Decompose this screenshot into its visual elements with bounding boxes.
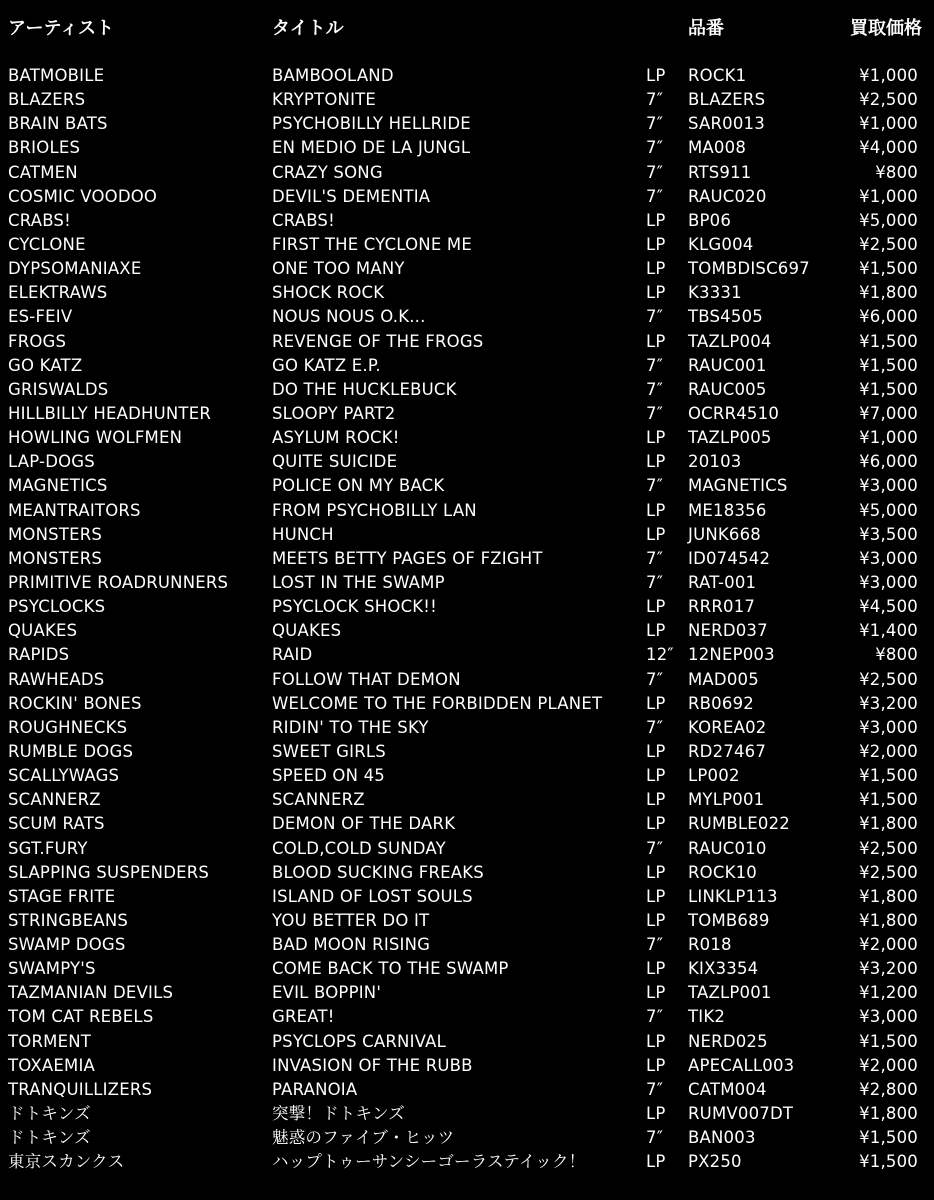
catalog-number-cell: CATM004 xyxy=(688,1079,767,1099)
title-cell: SWEET GIRLS xyxy=(272,741,386,761)
title-cell: RAID xyxy=(272,645,313,665)
buy-price-cell: ¥3,500 xyxy=(859,524,918,544)
buy-price-column-header: 買取価格 xyxy=(850,18,922,39)
artist-cell: ROCKIN' BONES xyxy=(8,693,142,713)
buy-price-cell: ¥3,200 xyxy=(859,959,918,979)
format-cell: LP xyxy=(646,597,666,617)
catalog-number-cell: SAR0013 xyxy=(688,114,765,134)
table-row xyxy=(0,209,934,233)
artist-cell: RUMBLE DOGS xyxy=(8,741,134,761)
table-row xyxy=(0,692,934,716)
artist-cell: CRABS! xyxy=(8,210,71,230)
format-cell: 7″ xyxy=(646,572,664,592)
catalog-number-cell: MA008 xyxy=(688,138,747,158)
table-row xyxy=(0,716,934,740)
artist-cell: TOXAEMIA xyxy=(8,1055,96,1075)
artist-cell: BATMOBILE xyxy=(8,66,105,85)
buy-price-cell: ¥1,500 xyxy=(859,379,918,399)
title-cell: CRAZY SONG xyxy=(272,162,383,182)
catalog-number-cell: RAUC010 xyxy=(688,838,767,858)
buy-price-cell: ¥800 xyxy=(875,162,918,182)
table-row xyxy=(0,1078,934,1102)
catalog-number-cell: NERD025 xyxy=(688,1031,768,1051)
artist-cell: TAZMANIAN DEVILS xyxy=(8,983,174,1003)
artist-cell: LAP-DOGS xyxy=(8,452,95,472)
table-row xyxy=(0,957,934,981)
table-row xyxy=(0,740,934,764)
table-row xyxy=(0,112,934,136)
title-cell: ONE TOO MANY xyxy=(272,259,405,279)
catalog-number-cell: NERD037 xyxy=(688,621,768,641)
catalog-number-cell: TOMBDISC697 xyxy=(688,259,810,279)
table-row xyxy=(0,330,934,354)
table-row xyxy=(0,450,934,474)
catalog-number-cell: BLAZERS xyxy=(688,90,766,110)
buy-price-cell: ¥1,400 xyxy=(859,621,918,641)
artist-cell: BRIOLES xyxy=(8,138,81,158)
catalog-number-cell: MYLP001 xyxy=(688,790,765,810)
catalog-number-cell: 12NEP003 xyxy=(688,645,775,665)
table-row xyxy=(0,788,934,812)
catalog-number-cell: RD27467 xyxy=(688,741,767,761)
format-cell: 7″ xyxy=(646,307,664,327)
table-row xyxy=(0,426,934,450)
artist-cell: MAGNETICS xyxy=(8,476,108,496)
format-cell: LP xyxy=(646,621,666,641)
format-cell: LP xyxy=(646,693,666,713)
buy-price-cell: ¥1,500 xyxy=(859,790,918,810)
column-header-row xyxy=(0,10,934,44)
table-row xyxy=(0,499,934,523)
table-row xyxy=(0,909,934,933)
catalog-number-cell: TAZLP001 xyxy=(688,983,772,1003)
title-cell: EN MEDIO DE LA JUNGL xyxy=(272,138,471,158)
buy-price-cell: ¥1,500 xyxy=(859,1128,918,1148)
table-row xyxy=(0,595,934,619)
catalog-number-cell: LP002 xyxy=(688,766,740,786)
table-row xyxy=(0,812,934,836)
buy-price-cell: ¥5,000 xyxy=(859,500,918,520)
artist-cell: RAWHEADS xyxy=(8,669,105,689)
catalog-number-cell: ME18356 xyxy=(688,500,767,520)
title-cell: COME BACK TO THE SWAMP xyxy=(272,959,509,979)
table-row xyxy=(0,668,934,692)
buy-price-cell: ¥3,200 xyxy=(859,693,918,713)
buy-price-cell: ¥3,000 xyxy=(859,1007,918,1027)
title-cell: DO THE HUCKLEBUCK xyxy=(272,379,457,399)
format-cell: LP xyxy=(646,886,666,906)
title-cell: EVIL BOPPIN' xyxy=(272,983,382,1003)
format-cell: 7″ xyxy=(646,838,664,858)
artist-cell: DYPSOMANIAXE xyxy=(8,259,142,279)
catalog-number-cell: APECALL003 xyxy=(688,1055,795,1075)
catalog-number-cell: RTS911 xyxy=(688,162,752,182)
table-row xyxy=(0,136,934,160)
catalog-number-cell: TAZLP004 xyxy=(688,331,772,351)
title-cell: NOUS NOUS O.K... xyxy=(272,307,426,327)
buy-price-cell: ¥7,000 xyxy=(859,403,918,423)
catalog-number-cell: RRR017 xyxy=(688,597,756,617)
buy-price-cell: ¥1,800 xyxy=(859,814,918,834)
artist-column-header: アーティスト xyxy=(8,18,115,39)
title-cell: COLD,COLD SUNDAY xyxy=(272,838,446,858)
catalog-number-cell: BAN003 xyxy=(688,1128,756,1148)
buy-price-cell: ¥6,000 xyxy=(859,307,918,327)
format-cell: LP xyxy=(646,766,666,786)
buy-price-cell: ¥800 xyxy=(875,645,918,665)
table-row xyxy=(0,161,934,185)
title-cell: PSYCLOPS CARNIVAL xyxy=(272,1031,446,1051)
artist-cell: ELEKTRAWS xyxy=(8,283,108,303)
table-row xyxy=(0,281,934,305)
table-row xyxy=(0,933,934,957)
artist-cell: 東京スカンクス xyxy=(8,1152,125,1172)
catalog-number-cell: RUMBLE022 xyxy=(688,814,791,834)
title-cell: QUITE SUICIDE xyxy=(272,452,398,472)
title-cell: FOLLOW THAT DEMON xyxy=(272,669,461,689)
format-cell: LP xyxy=(646,331,666,351)
artist-cell: HILLBILLY HEADHUNTER xyxy=(8,403,211,423)
format-cell: 12″ xyxy=(646,645,674,665)
catalog-number-cell: ID074542 xyxy=(688,548,771,568)
table-row xyxy=(0,1005,934,1029)
catalog-number-cell: TBS4505 xyxy=(688,307,763,327)
artist-cell: FROGS xyxy=(8,331,67,351)
format-cell: 7″ xyxy=(646,717,664,737)
catalog-number-cell: RAUC005 xyxy=(688,379,767,399)
buy-price-cell: ¥1,800 xyxy=(859,910,918,930)
buy-price-cell: ¥2,500 xyxy=(859,669,918,689)
artist-cell: ドトキンズ xyxy=(8,1128,91,1148)
buy-price-cell: ¥1,500 xyxy=(859,259,918,279)
artist-cell: SCALLYWAGS xyxy=(8,766,120,786)
artist-cell: BRAIN BATS xyxy=(8,114,108,134)
table-row xyxy=(0,523,934,547)
table-row xyxy=(0,571,934,595)
format-cell: LP xyxy=(646,259,666,279)
artist-cell: MONSTERS xyxy=(8,548,103,568)
format-cell: 7″ xyxy=(646,669,664,689)
buy-price-cell: ¥1,500 xyxy=(859,1031,918,1051)
title-cell: YOU BETTER DO IT xyxy=(272,910,430,930)
format-cell: 7″ xyxy=(646,162,664,182)
catalog-number-cell: MAGNETICS xyxy=(688,476,788,496)
title-cell: GO KATZ E.P. xyxy=(272,355,381,375)
catalog-number-cell: TOMB689 xyxy=(688,910,770,930)
format-cell: LP xyxy=(646,500,666,520)
table-row xyxy=(0,402,934,426)
buy-price-cell: ¥2,000 xyxy=(859,741,918,761)
artist-cell: TRANQUILLIZERS xyxy=(8,1079,153,1099)
title-column-header: タイトル xyxy=(272,18,344,39)
buy-price-cell: ¥1,800 xyxy=(859,1104,918,1124)
title-cell: PSYCHOBILLY HELLRIDE xyxy=(272,114,471,134)
title-cell: BLOOD SUCKING FREAKS xyxy=(272,862,484,882)
table-row xyxy=(0,185,934,209)
table-row xyxy=(0,547,934,571)
format-cell: LP xyxy=(646,910,666,930)
buy-price-cell: ¥1,000 xyxy=(859,428,918,448)
table-row xyxy=(0,1030,934,1054)
artist-cell: STAGE FRITE xyxy=(8,886,116,906)
table-row xyxy=(0,1126,934,1150)
format-cell: 7″ xyxy=(646,90,664,110)
artist-cell: GRISWALDS xyxy=(8,379,109,399)
artist-cell: SWAMP DOGS xyxy=(8,935,126,955)
artist-cell: SCANNERZ xyxy=(8,790,101,810)
table-row xyxy=(0,378,934,402)
catalog-number-cell: BP06 xyxy=(688,210,732,230)
catalog-number-cell: RAUC001 xyxy=(688,355,767,375)
format-cell: 7″ xyxy=(646,476,664,496)
buy-price-cell: ¥3,000 xyxy=(859,548,918,568)
buy-price-cell: ¥2,800 xyxy=(859,1079,918,1099)
table-row xyxy=(0,233,934,257)
buy-price-cell: ¥2,500 xyxy=(859,234,918,254)
title-cell: SCANNERZ xyxy=(272,790,365,810)
artist-cell: SGT.FURY xyxy=(8,838,88,858)
buy-price-cell: ¥1,000 xyxy=(859,186,918,206)
format-cell: LP xyxy=(646,1104,666,1124)
title-cell: POLICE ON MY BACK xyxy=(272,476,445,496)
format-cell: LP xyxy=(646,234,666,254)
format-cell: LP xyxy=(646,741,666,761)
artist-cell: TORMENT xyxy=(8,1031,92,1051)
title-cell: REVENGE OF THE FROGS xyxy=(272,331,484,351)
artist-cell: BLAZERS xyxy=(8,90,86,110)
catalog-number-cell: LINKLP113 xyxy=(688,886,778,906)
title-cell: FROM PSYCHOBILLY LAN xyxy=(272,500,477,520)
format-cell: LP xyxy=(646,524,666,544)
title-cell: ASYLUM ROCK! xyxy=(272,428,400,448)
catalog-number-cell: RUMV007DT xyxy=(688,1104,794,1124)
format-cell: 7″ xyxy=(646,1128,664,1148)
artist-cell: ドトキンズ xyxy=(8,1104,91,1124)
table-row xyxy=(0,764,934,788)
artist-cell: PRIMITIVE ROADRUNNERS xyxy=(8,572,229,592)
table-row xyxy=(0,885,934,909)
table-row xyxy=(0,88,934,112)
title-cell: INVASION OF THE RUBB xyxy=(272,1055,473,1075)
title-cell: GREAT! xyxy=(272,1007,335,1027)
format-cell: 7″ xyxy=(646,548,664,568)
buy-price-cell: ¥2,500 xyxy=(859,838,918,858)
buy-price-cell: ¥3,000 xyxy=(859,572,918,592)
format-cell: 7″ xyxy=(646,114,664,134)
table-row xyxy=(0,257,934,281)
buy-price-cell: ¥1,000 xyxy=(859,114,918,134)
artist-cell: TOM CAT REBELS xyxy=(8,1007,154,1027)
format-cell: LP xyxy=(646,452,666,472)
table-row xyxy=(0,64,934,88)
table-row xyxy=(0,305,934,329)
artist-cell: QUAKES xyxy=(8,621,78,641)
format-cell: LP xyxy=(646,814,666,834)
table-row xyxy=(0,619,934,643)
artist-cell: RAPIDS xyxy=(8,645,70,665)
title-cell: DEVIL'S DEMENTIA xyxy=(272,186,431,206)
table-row xyxy=(0,981,934,1005)
artist-cell: CYCLONE xyxy=(8,234,86,254)
artist-cell: ROUGHNECKS xyxy=(8,717,128,737)
title-cell: DEMON OF THE DARK xyxy=(272,814,456,834)
title-cell: ハップトゥーサンシーゴーラステイック！ xyxy=(272,1152,586,1172)
title-cell: 魅惑のファイブ・ヒッツ xyxy=(272,1128,455,1148)
buy-price-cell: ¥1,500 xyxy=(859,331,918,351)
format-cell: 7″ xyxy=(646,403,664,423)
buy-price-cell: ¥2,500 xyxy=(859,862,918,882)
catalog-number-cell: JUNK668 xyxy=(688,524,761,544)
artist-cell: ES-FEIV xyxy=(8,307,73,327)
title-cell: SHOCK ROCK xyxy=(272,283,385,303)
artist-cell: CATMEN xyxy=(8,162,78,182)
format-cell: 7″ xyxy=(646,379,664,399)
format-cell: LP xyxy=(646,983,666,1003)
buy-price-cell: ¥1,800 xyxy=(859,886,918,906)
format-cell: LP xyxy=(646,1031,666,1051)
catalog-number-cell: PX250 xyxy=(688,1152,742,1172)
table-row xyxy=(0,837,934,861)
buy-price-cell: ¥1,500 xyxy=(859,355,918,375)
format-cell: LP xyxy=(646,66,666,85)
format-cell: LP xyxy=(646,1152,666,1172)
buy-price-cell: ¥4,500 xyxy=(859,597,918,617)
buy-price-cell: ¥1,000 xyxy=(859,66,918,85)
format-cell: 7″ xyxy=(646,1007,664,1027)
title-cell: 突撃！ドトキンズ xyxy=(272,1104,405,1124)
catalog-number-cell: KIX3354 xyxy=(688,959,759,979)
record-list xyxy=(0,64,934,1174)
artist-cell: GO KATZ xyxy=(8,355,83,375)
buy-price-cell: ¥3,000 xyxy=(859,476,918,496)
buy-price-cell: ¥1,500 xyxy=(859,1152,918,1172)
catalog-number-cell: KLG004 xyxy=(688,234,754,254)
catalog-number-cell: MAD005 xyxy=(688,669,759,689)
catalog-number-cell: R018 xyxy=(688,935,732,955)
format-cell: 7″ xyxy=(646,355,664,375)
buy-price-cell: ¥2,000 xyxy=(859,935,918,955)
buy-price-cell: ¥1,200 xyxy=(859,983,918,1003)
artist-cell: MEANTRAITORS xyxy=(8,500,141,520)
table-row xyxy=(0,1054,934,1078)
table-row xyxy=(0,643,934,667)
catalog-number-cell: RAUC020 xyxy=(688,186,767,206)
format-cell: 7″ xyxy=(646,138,664,158)
title-cell: SLOOPY PART2 xyxy=(272,403,396,423)
format-cell: LP xyxy=(646,210,666,230)
format-cell: LP xyxy=(646,959,666,979)
format-cell: 7″ xyxy=(646,1079,664,1099)
artist-cell: SCUM RATS xyxy=(8,814,105,834)
title-cell: RIDIN' TO THE SKY xyxy=(272,717,429,737)
artist-cell: HOWLING WOLFMEN xyxy=(8,428,183,448)
format-cell: 7″ xyxy=(646,186,664,206)
title-cell: MEETS BETTY PAGES OF FZIGHT xyxy=(272,548,543,568)
table-row xyxy=(0,1150,934,1174)
format-cell: LP xyxy=(646,428,666,448)
buy-price-cell: ¥5,000 xyxy=(859,210,918,230)
format-cell: LP xyxy=(646,862,666,882)
catalog-number-cell: 20103 xyxy=(688,452,742,472)
artist-cell: PSYCLOCKS xyxy=(8,597,106,617)
catalog-number-cell: ROCK1 xyxy=(688,66,747,85)
title-cell: SPEED ON 45 xyxy=(272,766,385,786)
artist-cell: STRINGBEANS xyxy=(8,910,129,930)
format-cell: LP xyxy=(646,283,666,303)
title-cell: BAD MOON RISING xyxy=(272,935,431,955)
catalog-number-column-header: 品番 xyxy=(688,18,724,39)
table-row xyxy=(0,1102,934,1126)
catalog-number-cell: TAZLP005 xyxy=(688,428,772,448)
buy-price-cell: ¥2,500 xyxy=(859,90,918,110)
title-cell: HUNCH xyxy=(272,524,334,544)
format-cell: LP xyxy=(646,790,666,810)
title-cell: BAMBOOLAND xyxy=(272,66,394,85)
buy-price-cell: ¥4,000 xyxy=(859,138,918,158)
catalog-number-cell: K3331 xyxy=(688,283,742,303)
catalog-number-cell: RB0692 xyxy=(688,693,754,713)
format-cell: LP xyxy=(646,1055,666,1075)
format-cell: 7″ xyxy=(646,935,664,955)
title-cell: KRYPTONITE xyxy=(272,90,377,110)
title-cell: LOST IN THE SWAMP xyxy=(272,572,445,592)
title-cell: PSYCLOCK SHOCK!! xyxy=(272,597,437,617)
buy-price-cell: ¥2,000 xyxy=(859,1055,918,1075)
buy-price-cell: ¥3,000 xyxy=(859,717,918,737)
artist-cell: SLAPPING SUSPENDERS xyxy=(8,862,210,882)
title-cell: FIRST THE CYCLONE ME xyxy=(272,234,472,254)
table-row xyxy=(0,861,934,885)
buy-price-cell: ¥6,000 xyxy=(859,452,918,472)
artist-cell: SWAMPY'S xyxy=(8,959,96,979)
artist-cell: MONSTERS xyxy=(8,524,103,544)
catalog-number-cell: RAT-001 xyxy=(688,572,757,592)
catalog-number-cell: TIK2 xyxy=(688,1007,726,1027)
table-row xyxy=(0,354,934,378)
title-cell: QUAKES xyxy=(272,621,342,641)
buy-price-cell: ¥1,500 xyxy=(859,766,918,786)
buy-price-cell: ¥1,800 xyxy=(859,283,918,303)
title-cell: CRABS! xyxy=(272,210,335,230)
title-cell: PARANOIA xyxy=(272,1079,358,1099)
title-cell: ISLAND OF LOST SOULS xyxy=(272,886,473,906)
catalog-number-cell: KOREA02 xyxy=(688,717,767,737)
table-row xyxy=(0,474,934,498)
artist-cell: COSMIC VOODOO xyxy=(8,186,158,206)
catalog-number-cell: OCRR4510 xyxy=(688,403,780,423)
title-cell: WELCOME TO THE FORBIDDEN PLANET xyxy=(272,693,603,713)
catalog-number-cell: ROCK10 xyxy=(688,862,757,882)
